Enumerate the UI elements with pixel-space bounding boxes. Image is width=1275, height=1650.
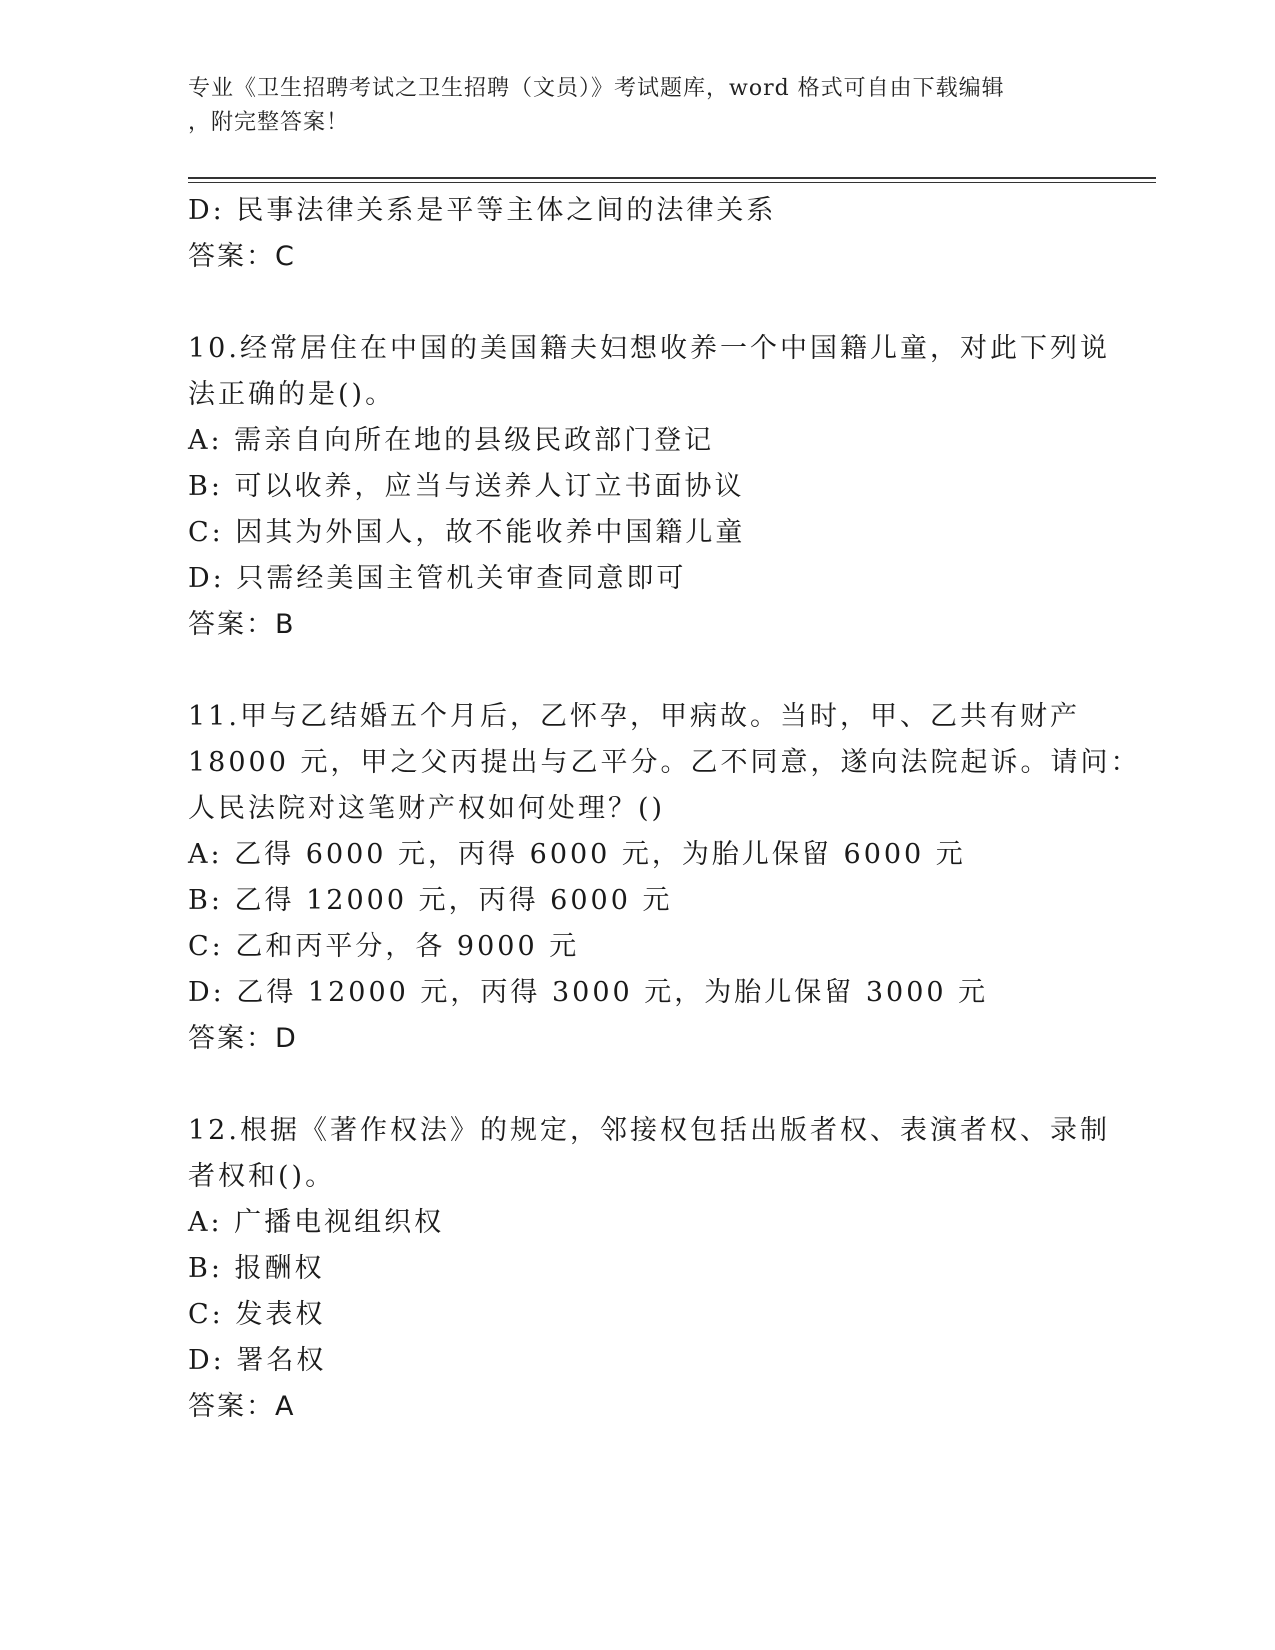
question-stem: 人民法院对这笔财产权如何处理？()	[188, 793, 666, 824]
answer-line: 答案：A	[188, 1391, 296, 1422]
answer-line: 答案：B	[188, 609, 296, 640]
option-d: D: 民事法律关系是平等主体之间的法律关系	[188, 195, 777, 226]
option-c: C: 发表权	[188, 1299, 326, 1330]
spacer	[188, 280, 1088, 326]
page-header	[188, 72, 1088, 140]
spacer	[188, 1062, 1088, 1108]
question-11	[188, 694, 1141, 1062]
option-b: B: 可以收养，应当与送养人订立书面协议	[188, 471, 745, 502]
question-stem: 法正确的是()。	[188, 379, 396, 410]
question-stem: 者权和()。	[188, 1161, 336, 1192]
question-fragment	[188, 188, 1088, 280]
option-b: B: 报酬权	[188, 1253, 325, 1284]
spacer	[188, 648, 1088, 694]
answer-line: 答案：D	[188, 1023, 298, 1054]
option-b: B: 乙得 12000 元，丙得 6000 元	[188, 885, 673, 916]
header-line-1: 专业《卫生招聘考试之卫生招聘（文员）》考试题库，word 格式可自由下载编辑	[188, 76, 1005, 101]
option-d: D: 乙得 12000 元，丙得 3000 元，为胎儿保留 3000 元	[188, 977, 989, 1008]
option-c: C: 乙和丙平分，各 9000 元	[188, 931, 580, 962]
header-rule-thin	[188, 182, 1156, 183]
option-d: D: 署名权	[188, 1345, 327, 1376]
option-c: C: 因其为外国人，故不能收养中国籍儿童	[188, 517, 746, 548]
header-line-2: ，附完整答案！	[188, 110, 350, 135]
option-a: A: 广播电视组织权	[188, 1207, 445, 1238]
question-content	[188, 188, 1141, 1430]
question-stem: 10.经常居住在中国的美国籍夫妇想收养一个中国籍儿童，对此下列说	[188, 333, 1110, 364]
question-stem: 12.根据《著作权法》的规定，邻接权包括出版者权、表演者权、录制	[188, 1115, 1110, 1146]
question-12	[188, 1108, 1110, 1430]
question-stem: 18000 元，甲之父丙提出与乙平分。乙不同意，遂向法院起诉。请问：	[188, 747, 1141, 778]
question-stem: 11.甲与乙结婚五个月后，乙怀孕，甲病故。当时，甲、乙共有财产	[188, 701, 1080, 732]
header-rule	[188, 177, 1156, 179]
option-a: A: 乙得 6000 元，丙得 6000 元，为胎儿保留 6000 元	[188, 839, 966, 870]
question-10	[188, 326, 1110, 648]
answer-line: 答案：C	[188, 241, 296, 272]
option-a: A: 需亲自向所在地的县级民政部门登记	[188, 425, 715, 456]
option-d: D: 只需经美国主管机关审查同意即可	[188, 563, 687, 594]
